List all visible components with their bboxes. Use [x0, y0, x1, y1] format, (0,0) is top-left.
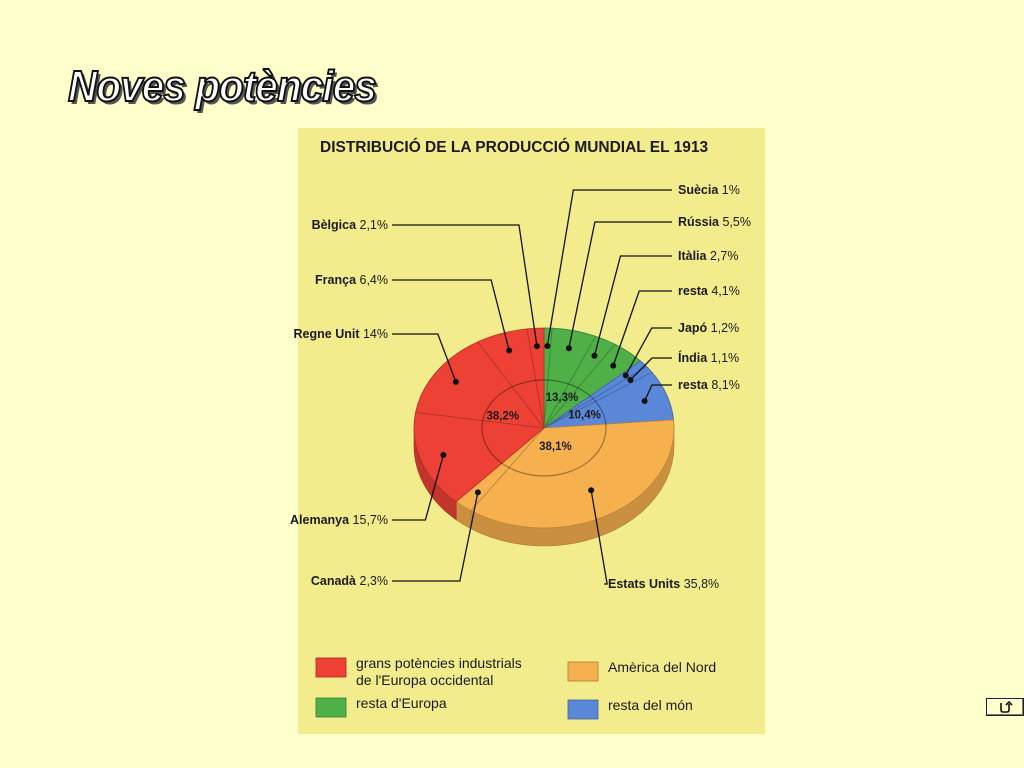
slice-value-6: 8,1% [711, 378, 740, 392]
slice-name-9: Alemanya [290, 513, 353, 527]
legend-label-resta_europa-0: resta d'Europa [356, 695, 447, 711]
group-total-europa_occidental: 38,2% [486, 410, 520, 423]
chart-figure [290, 128, 765, 734]
slice-value-3: 4,1% [711, 284, 740, 298]
slice-label-franca-11 [315, 273, 388, 287]
production-pie-chart [290, 128, 765, 734]
slice-dot-10 [453, 379, 459, 385]
slice-label-resta-6 [678, 378, 740, 392]
legend-swatch-resta_europa [316, 698, 346, 717]
slice-value-5: 1,1% [710, 351, 740, 365]
legend-label-resta_mon-0: resta del món [608, 697, 693, 713]
group-total-resta_mon: 10,4% [568, 409, 601, 422]
slice-value-9: 15,7% [352, 513, 388, 527]
slice-name-2: Itàlia [678, 249, 710, 263]
slice-label-alemanya-9 [290, 513, 388, 527]
legend-label-america_nord-0: Amèrica del Nord [608, 659, 717, 675]
slice-label-suecia-0 [678, 183, 740, 197]
chart-title: DISTRIBUCIÓ DE LA PRODUCCIÓ MUNDIAL EL 1913 [320, 139, 709, 156]
slice-value-1: 5,5% [722, 215, 751, 229]
slice-label-russia-1 [678, 215, 751, 229]
slice-value-11: 6,4% [359, 273, 388, 287]
slice-value-0: 1% [721, 183, 740, 197]
slide-title: Noves potències [68, 62, 376, 111]
slice-label-canada-8 [311, 574, 388, 588]
slice-name-3: resta [678, 284, 712, 298]
slice-name-6: resta [678, 378, 712, 392]
slice-label-japo-4 [678, 321, 739, 335]
slice-value-7: 35,8% [683, 577, 720, 591]
legend-swatch-resta_mon [568, 700, 598, 719]
legend-label-europa_occidental-0: grans potències industrials [356, 655, 522, 671]
legend-label-europa_occidental-1: de l'Europa occidental [356, 672, 494, 688]
slice-name-8: Canadà [310, 574, 360, 588]
slice-name-0: Suècia [678, 183, 722, 197]
slice-label-regne-unit-10 [294, 327, 388, 341]
slice-value-10: 14% [362, 327, 388, 341]
slice-value-4: 1,2% [710, 321, 740, 335]
group-total-resta_europa: 13,3% [545, 391, 579, 404]
slice-name-10: Regne Unit [293, 327, 363, 341]
slice-name-5: Índia [678, 351, 711, 365]
slice-name-12: Bèlgica [311, 218, 360, 232]
slice-label-resta-3 [678, 284, 740, 298]
slice-name-1: Rússia [678, 215, 723, 229]
slice-dot-3 [610, 363, 616, 369]
slice-name-11: França [315, 273, 360, 287]
legend-swatch-europa_occidental [316, 658, 346, 677]
slice-label-belgica-12 [312, 218, 388, 232]
slice-value-2: 2,7% [709, 249, 739, 263]
slice-label-estats-units-7 [608, 577, 719, 591]
slice-label-italia-2 [678, 249, 738, 263]
return-arrow-icon [996, 701, 1014, 713]
leader-line-1 [569, 222, 672, 348]
slice-value-8: 2,3% [359, 574, 388, 588]
leader-line-0 [547, 190, 672, 346]
slice-value-12: 2,1% [359, 218, 388, 232]
return-button[interactable] [986, 698, 1024, 716]
slice-name-4: Japó [678, 321, 711, 335]
slice-dot-4 [623, 372, 629, 378]
slice-name-7: Estats Units [608, 577, 684, 591]
slice-label-india-5 [678, 350, 739, 365]
legend-swatch-america_nord [568, 662, 598, 681]
leader-line-12 [392, 225, 537, 346]
group-total-america_nord: 38,1% [539, 440, 572, 453]
